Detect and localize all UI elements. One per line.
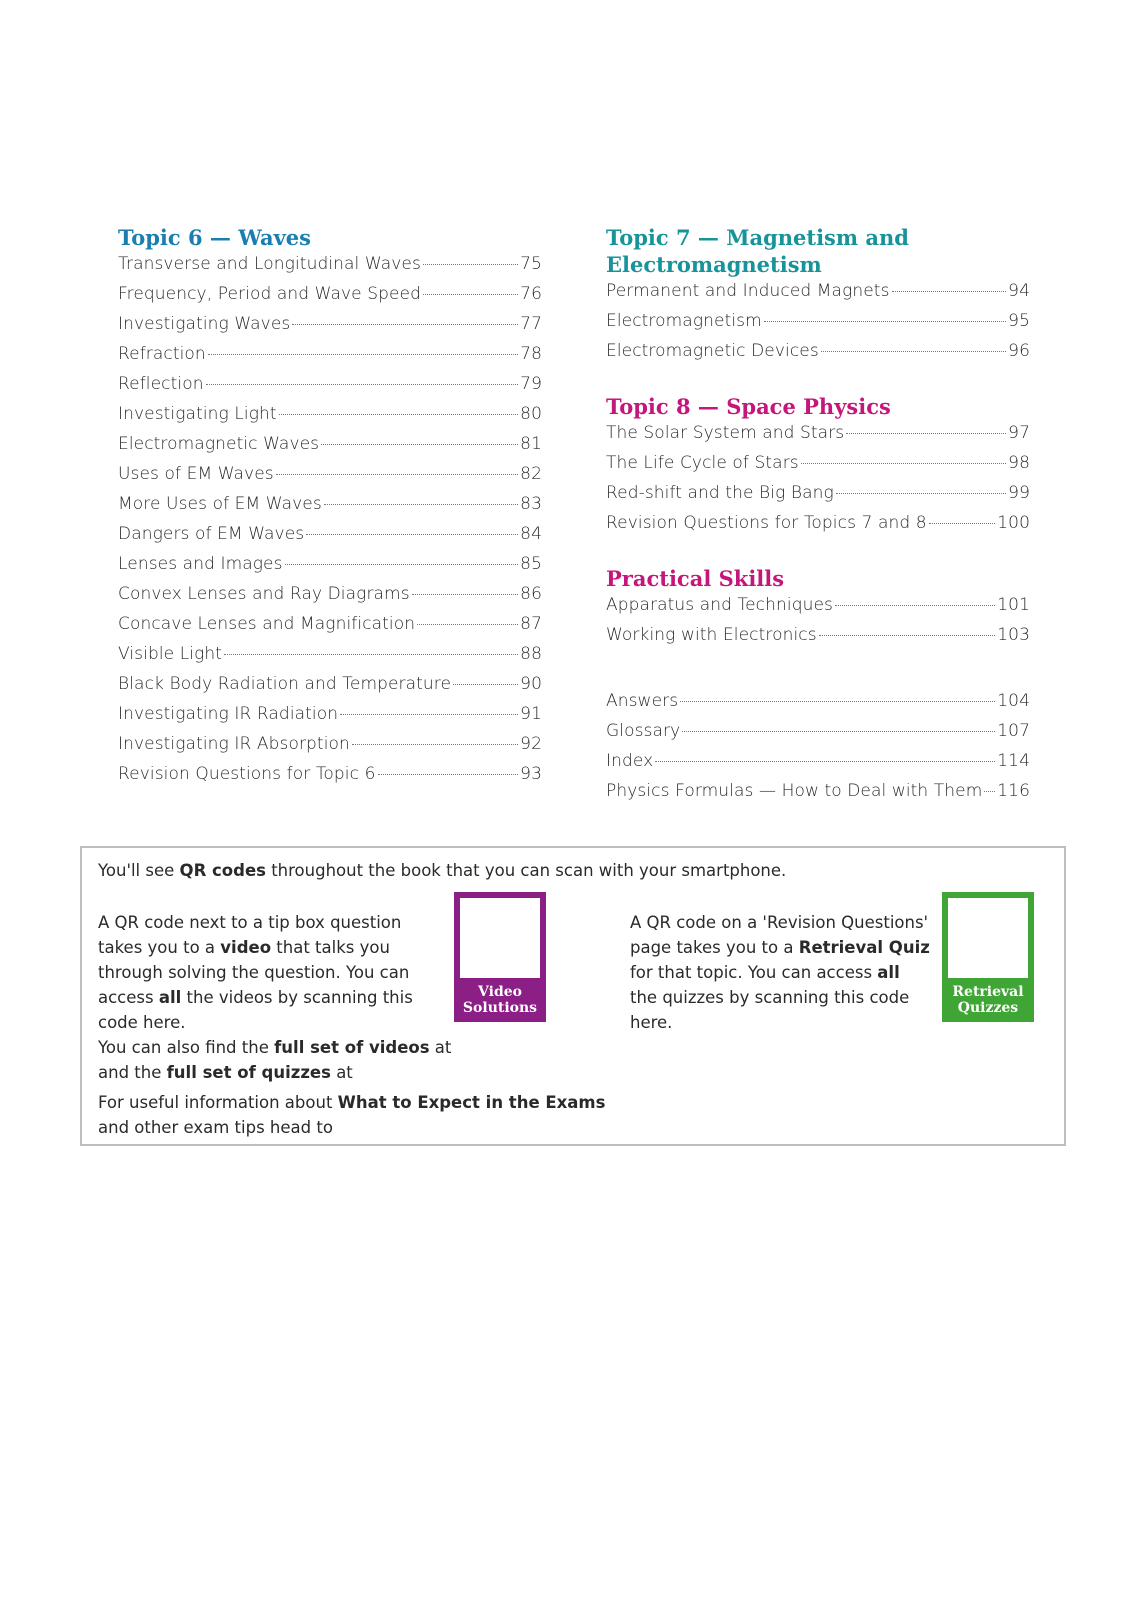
toc-entry-title: Answers bbox=[606, 691, 679, 711]
toc-entry-title: Revision Questions for Topic 6 bbox=[118, 764, 376, 784]
toc-entry-page: 90 bbox=[520, 674, 542, 694]
toc-entry-title: Concave Lenses and Magnification bbox=[118, 614, 416, 634]
dot-leader bbox=[846, 433, 1006, 434]
dot-leader bbox=[208, 354, 518, 355]
toc-entry[interactable] bbox=[118, 614, 542, 644]
toc-entry[interactable] bbox=[606, 751, 1030, 781]
toc-section-topic-6 bbox=[118, 224, 542, 794]
dot-leader bbox=[279, 414, 518, 415]
toc-entry[interactable] bbox=[118, 254, 542, 284]
dot-leader bbox=[352, 744, 518, 745]
toc-entry-title: Permanent and Induced Magnets bbox=[606, 281, 890, 301]
dot-leader bbox=[206, 384, 519, 385]
dot-leader bbox=[929, 523, 996, 524]
toc-entry[interactable] bbox=[606, 781, 1030, 811]
qr-code-placeholder bbox=[948, 898, 1028, 978]
topic-7-heading-line1: Topic 7 — Magnetism and bbox=[606, 225, 909, 250]
dot-leader bbox=[340, 714, 518, 715]
toc-entry-page: 77 bbox=[520, 314, 542, 334]
topic-8-heading: Topic 8 — Space Physics bbox=[606, 394, 891, 419]
toc-entry-title: Refraction bbox=[118, 344, 206, 364]
toc-entry[interactable] bbox=[118, 404, 542, 434]
dot-leader bbox=[682, 731, 995, 732]
toc-entry-title: Glossary bbox=[606, 721, 681, 741]
bold-text: Retrieval Quiz bbox=[798, 938, 930, 957]
toc-entry[interactable] bbox=[118, 524, 542, 554]
toc-entry-page: 91 bbox=[520, 704, 542, 724]
dot-leader bbox=[835, 605, 995, 606]
toc-entry-page: 97 bbox=[1008, 423, 1030, 443]
text: Quizzes bbox=[957, 1000, 1019, 1016]
toc-entry-title: Frequency, Period and Wave Speed bbox=[118, 284, 421, 304]
text: for that topic. You can access bbox=[630, 963, 878, 982]
dot-leader bbox=[819, 635, 996, 636]
qr-intro-text bbox=[98, 858, 786, 883]
quiz-qr-description bbox=[630, 910, 930, 1035]
toc-left-column bbox=[118, 224, 542, 816]
toc-entry-title: Electromagnetic Waves bbox=[118, 434, 320, 454]
toc-entry-page: 101 bbox=[997, 595, 1030, 615]
toc-entry[interactable] bbox=[118, 284, 542, 314]
toc-entry-title: Black Body Radiation and Temperature bbox=[118, 674, 452, 694]
toc-entry-page: 78 bbox=[520, 344, 542, 364]
toc-entry-page: 88 bbox=[520, 644, 542, 664]
dot-leader bbox=[801, 463, 1006, 464]
bold-text: full set of quizzes bbox=[166, 1063, 331, 1082]
dot-leader bbox=[423, 294, 518, 295]
toc-entry[interactable] bbox=[118, 584, 542, 614]
toc-entry-title: Convex Lenses and Ray Diagrams bbox=[118, 584, 410, 604]
toc-entry[interactable] bbox=[118, 734, 542, 764]
qr-info-box bbox=[80, 846, 1066, 1146]
retrieval-quizzes-label bbox=[948, 984, 1028, 1016]
toc-entry[interactable] bbox=[606, 483, 1030, 513]
dot-leader bbox=[412, 594, 518, 595]
toc-entry-title: Lenses and Images bbox=[118, 554, 283, 574]
video-qr-description bbox=[98, 910, 443, 1035]
toc-entry-page: 104 bbox=[997, 691, 1030, 711]
toc-entry[interactable] bbox=[118, 644, 542, 674]
toc-entry-title: The Life Cycle of Stars bbox=[606, 453, 799, 473]
dot-leader bbox=[292, 324, 518, 325]
toc-entry-page: 85 bbox=[520, 554, 542, 574]
toc-entry[interactable] bbox=[118, 554, 542, 584]
dot-leader bbox=[306, 534, 518, 535]
dot-leader bbox=[764, 321, 1006, 322]
toc-entry-title: Working with Electronics bbox=[606, 625, 817, 645]
toc-entry[interactable] bbox=[606, 691, 1030, 721]
text: the quizzes by scanning this code here. bbox=[630, 988, 910, 1032]
toc-entry-page: 103 bbox=[997, 625, 1030, 645]
text: Retrieval bbox=[952, 984, 1024, 1000]
toc-entry[interactable] bbox=[118, 374, 542, 404]
toc-entry[interactable] bbox=[606, 341, 1030, 371]
dot-leader bbox=[321, 444, 518, 445]
toc-entry-page: 114 bbox=[997, 751, 1030, 771]
toc-entry[interactable] bbox=[118, 494, 542, 524]
toc-entry-page: 83 bbox=[520, 494, 542, 514]
bold-text: all bbox=[158, 988, 182, 1007]
bold-text: What to Expect in the Exams bbox=[337, 1093, 606, 1112]
toc-entry-page: 94 bbox=[1008, 281, 1030, 301]
toc-entry[interactable] bbox=[118, 704, 542, 734]
bold-text: QR codes bbox=[179, 861, 266, 880]
dot-leader bbox=[417, 624, 518, 625]
toc-entry-title: Uses of EM Waves bbox=[118, 464, 274, 484]
bold-text: full set of videos bbox=[274, 1038, 430, 1057]
dot-leader bbox=[453, 684, 518, 685]
qr-code-placeholder bbox=[460, 898, 540, 978]
retrieval-quizzes-qr-code[interactable] bbox=[942, 892, 1034, 1022]
toc-entry[interactable] bbox=[118, 674, 542, 704]
toc-section-topic-8 bbox=[606, 393, 1030, 543]
toc-entry-title: Index bbox=[606, 751, 654, 771]
dot-leader bbox=[224, 654, 518, 655]
toc-entry-page: 84 bbox=[520, 524, 542, 544]
toc-right-column bbox=[606, 224, 1030, 811]
toc-entry-title: Apparatus and Techniques bbox=[606, 595, 833, 615]
dot-leader bbox=[984, 791, 995, 792]
toc-entry-page: 107 bbox=[997, 721, 1030, 741]
text: at and the bbox=[98, 1038, 452, 1082]
dot-leader bbox=[378, 774, 519, 775]
toc-entry-page: 92 bbox=[520, 734, 542, 754]
toc-entry-page: 82 bbox=[520, 464, 542, 484]
text: A QR code on a 'Revision Questions' page takes you to a bbox=[630, 913, 929, 957]
toc-entry-page: 80 bbox=[520, 404, 542, 424]
toc-entry[interactable] bbox=[606, 721, 1030, 751]
toc-entry-title: Dangers of EM Waves bbox=[118, 524, 305, 544]
text: Video bbox=[478, 984, 522, 1000]
toc-entry-page: 75 bbox=[520, 254, 542, 274]
toc-entry-page: 86 bbox=[520, 584, 542, 604]
toc-entry-title: Investigating Waves bbox=[118, 314, 291, 334]
toc-entry[interactable] bbox=[606, 453, 1030, 483]
dot-leader bbox=[680, 701, 995, 702]
toc-entry[interactable] bbox=[118, 464, 542, 494]
text: You can also find the bbox=[98, 1038, 275, 1057]
bold-text: video bbox=[220, 938, 272, 957]
dot-leader bbox=[836, 493, 1006, 494]
toc-entry-title: The Solar System and Stars bbox=[606, 423, 845, 443]
toc-entry[interactable] bbox=[118, 314, 542, 344]
text: Solutions bbox=[462, 1000, 538, 1016]
exam-tips-text bbox=[98, 1090, 618, 1140]
text: the videos by scanning this code here. bbox=[98, 988, 413, 1032]
toc-entry[interactable] bbox=[118, 344, 542, 374]
toc-entry-page: 116 bbox=[997, 781, 1030, 801]
toc-entry[interactable] bbox=[118, 764, 542, 794]
toc-section-practical-skills bbox=[606, 565, 1030, 655]
toc-entry-page: 79 bbox=[520, 374, 542, 394]
dot-leader bbox=[285, 564, 519, 565]
toc-entry[interactable] bbox=[606, 625, 1030, 655]
toc-entry-title: Electromagnetic Devices bbox=[606, 341, 819, 361]
text: and other exam tips head to bbox=[98, 1118, 333, 1137]
toc-entry-page: 81 bbox=[520, 434, 542, 454]
toc-entry-title: Visible Light bbox=[118, 644, 223, 664]
toc-entry-page: 95 bbox=[1008, 311, 1030, 331]
toc-entry-page: 99 bbox=[1008, 483, 1030, 503]
practical-skills-heading: Practical Skills bbox=[606, 566, 785, 591]
toc-entry[interactable] bbox=[606, 423, 1030, 453]
dot-leader bbox=[324, 504, 518, 505]
video-solutions-label bbox=[460, 984, 540, 1016]
text: that talks you through solving the question. You can access bbox=[98, 938, 410, 1007]
dot-leader bbox=[276, 474, 518, 475]
toc-entry-page: 96 bbox=[1008, 341, 1030, 361]
topic-7-heading bbox=[606, 224, 1030, 278]
text: throughout the book that you can scan with your smartphone. bbox=[265, 861, 787, 880]
dot-leader bbox=[423, 264, 518, 265]
toc-entry-page: 100 bbox=[997, 513, 1030, 533]
topic-6-heading: Topic 6 — Waves bbox=[118, 225, 311, 250]
toc-entry-title: Transverse and Longitudinal Waves bbox=[118, 254, 421, 274]
text: For useful information about bbox=[98, 1093, 338, 1112]
toc-entry[interactable] bbox=[606, 595, 1030, 625]
toc-entry-page: 93 bbox=[520, 764, 542, 784]
toc-entry[interactable] bbox=[606, 513, 1030, 543]
dot-leader bbox=[655, 761, 995, 762]
toc-entry-title: Physics Formulas — How to Deal with Them bbox=[606, 781, 983, 801]
toc-entry-title: Reflection bbox=[118, 374, 204, 394]
toc-entry-title: Investigating IR Absorption bbox=[118, 734, 350, 754]
text: at bbox=[330, 1063, 353, 1082]
toc-entry[interactable] bbox=[606, 311, 1030, 341]
full-set-text bbox=[98, 1035, 458, 1085]
toc-entry-page: 76 bbox=[520, 284, 542, 304]
text: A QR code next to a tip box question takes you to a bbox=[98, 913, 402, 957]
toc-entry-title: Revision Questions for Topics 7 and 8 bbox=[606, 513, 927, 533]
text: You'll see bbox=[98, 861, 180, 880]
toc-entry-title: More Uses of EM Waves bbox=[118, 494, 322, 514]
dot-leader bbox=[892, 291, 1007, 292]
toc-extras bbox=[606, 691, 1030, 811]
toc-entry-title: Investigating IR Radiation bbox=[118, 704, 339, 724]
dot-leader bbox=[821, 351, 1006, 352]
toc-entry[interactable] bbox=[606, 281, 1030, 311]
bold-text: all bbox=[877, 963, 900, 982]
toc-entry-page: 98 bbox=[1008, 453, 1030, 473]
toc-entry-title: Electromagnetism bbox=[606, 311, 762, 331]
toc-entry[interactable] bbox=[118, 434, 542, 464]
toc-entry-page: 87 bbox=[520, 614, 542, 634]
video-solutions-qr-code[interactable] bbox=[454, 892, 546, 1022]
toc-section-topic-7 bbox=[606, 224, 1030, 371]
toc-entry-title: Red-shift and the Big Bang bbox=[606, 483, 834, 503]
toc-entry-title: Investigating Light bbox=[118, 404, 277, 424]
topic-7-heading-line2: Electromagnetism bbox=[606, 252, 822, 277]
